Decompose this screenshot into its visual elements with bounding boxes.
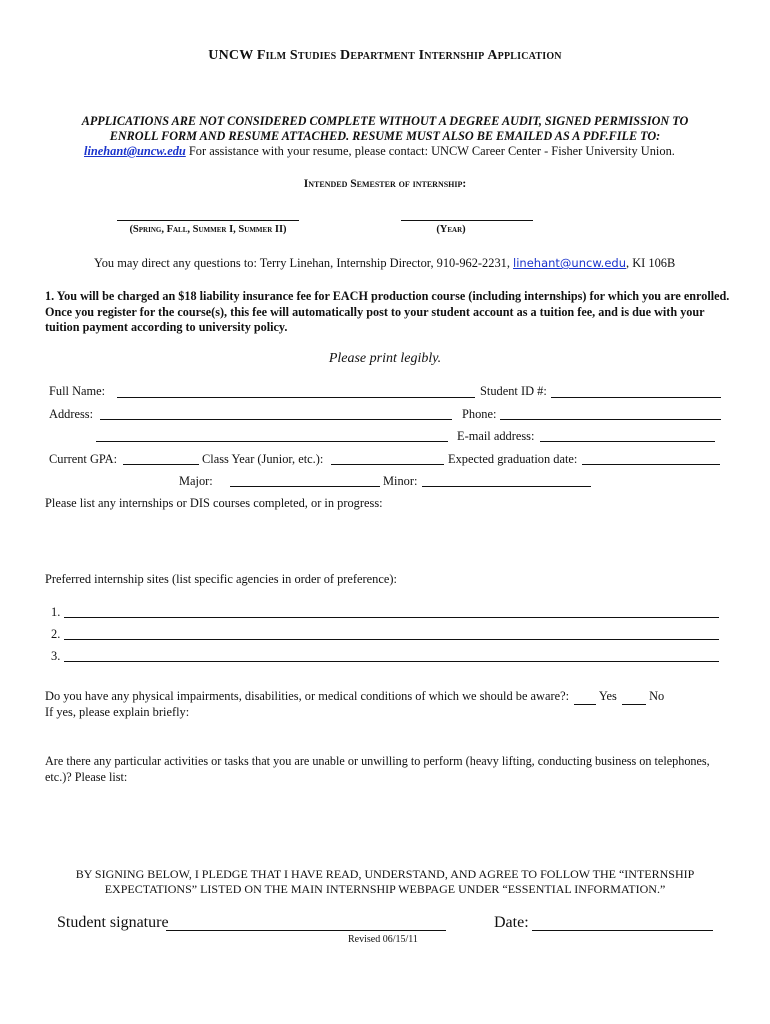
revised-date: Revised 06/15/11 bbox=[348, 934, 418, 945]
phone-field[interactable] bbox=[500, 419, 721, 420]
email-field[interactable] bbox=[540, 441, 715, 442]
activities-prompt: Are there any particular activities or tasks that you are unable or unwilling to perform (heavy lifting, conducting business on telephones, etc.)? Please list: bbox=[45, 754, 710, 784]
preferred-item-2-number: 2. bbox=[51, 627, 61, 641]
yes-blank[interactable] bbox=[574, 689, 596, 705]
impairments-line bbox=[45, 689, 664, 705]
fee-notice: 1. You will be charged an $18 liability insurance fee for EACH production course (including internships) for which you are enrolled. Once you register for the course(s), this fee will automatically post to your student account as a tuition fee, and is due with your tuition payment according to university policy. bbox=[45, 289, 730, 334]
preferred-item-3-field[interactable] bbox=[64, 661, 719, 662]
major-label: Major: bbox=[179, 474, 213, 488]
gpa-field[interactable] bbox=[123, 464, 199, 465]
gpa-label: Current GPA: bbox=[49, 452, 118, 466]
minor-field[interactable] bbox=[422, 486, 591, 487]
print-legibly: Please print legibly. bbox=[328, 351, 442, 366]
graduation-label: Expected graduation date: bbox=[448, 452, 578, 466]
no-label: No bbox=[649, 689, 665, 703]
questions-prefix: You may direct any questions to: Terry Linehan, Internship Director, 910-962-2231, bbox=[94, 256, 514, 270]
preferred-item-1-number: 1. bbox=[51, 605, 61, 619]
page-title: UNCW Film Studies Department Internship Application bbox=[208, 48, 562, 63]
student-id-label: Student ID #: bbox=[480, 384, 547, 398]
semester-hint: (Spring, Fall, Summer I, Summer II) bbox=[129, 224, 287, 235]
questions-email-link[interactable]: linehant@uncw.edu bbox=[513, 256, 627, 270]
date-field[interactable] bbox=[532, 930, 713, 931]
full-name-field[interactable] bbox=[117, 397, 475, 398]
notice-email-link[interactable]: linehant@uncw.edu bbox=[84, 144, 186, 158]
minor-label: Minor: bbox=[383, 474, 418, 488]
semester-blank[interactable] bbox=[117, 220, 299, 221]
pledge-line-1: BY SIGNING BELOW, I PLEDGE THAT I HAVE READ, UNDERSTAND, AND AGREE TO FOLLOW THE “INTERNSHIP bbox=[75, 867, 695, 881]
student-id-field[interactable] bbox=[551, 397, 721, 398]
impairments-prompt: Do you have any physical impairments, disabilities, or medical conditions of which we should be aware?: bbox=[45, 689, 570, 703]
questions-suffix: , KI 106B bbox=[626, 256, 676, 270]
address-line-2-field[interactable] bbox=[96, 441, 448, 442]
pledge-line-2: EXPECTATIONS” LISTED ON THE MAIN INTERNSHIP WEBPAGE UNDER “ESSENTIAL INFORMATION.” bbox=[104, 882, 666, 896]
signature-label: Student signature bbox=[57, 914, 169, 931]
notice-line-1: APPLICATIONS ARE NOT CONSIDERED COMPLETE WITHOUT A DEGREE AUDIT, SIGNED PERMISSION TO bbox=[81, 114, 689, 128]
year-blank[interactable] bbox=[401, 220, 533, 221]
major-field[interactable] bbox=[230, 486, 380, 487]
phone-label: Phone: bbox=[462, 407, 497, 421]
yes-label: Yes bbox=[598, 689, 617, 703]
class-year-label: Class Year (Junior, etc.): bbox=[202, 452, 324, 466]
email-label: E-mail address: bbox=[457, 429, 535, 443]
notice-assist-text: For assistance with your resume, please contact: UNCW Career Center - Fisher University Union. bbox=[185, 144, 675, 158]
address-field[interactable] bbox=[100, 419, 452, 420]
no-blank[interactable] bbox=[622, 689, 646, 705]
year-hint: (Year) bbox=[436, 224, 466, 235]
preferred-item-2-field[interactable] bbox=[64, 639, 719, 640]
semester-heading: Intended Semester of internship: bbox=[303, 178, 467, 190]
notice-line-3 bbox=[84, 144, 675, 159]
address-label: Address: bbox=[49, 407, 94, 421]
graduation-field[interactable] bbox=[582, 464, 720, 465]
class-year-field[interactable] bbox=[331, 464, 444, 465]
preferred-item-3-number: 3. bbox=[51, 649, 61, 663]
date-label: Date: bbox=[494, 914, 529, 931]
internships-prompt: Please list any internships or DIS courses completed, or in progress: bbox=[45, 496, 383, 510]
signature-field[interactable] bbox=[166, 930, 446, 931]
explain-prompt: If yes, please explain briefly: bbox=[45, 705, 190, 719]
full-name-label: Full Name: bbox=[49, 384, 106, 398]
preferred-item-1-field[interactable] bbox=[64, 617, 719, 618]
preferred-prompt: Preferred internship sites (list specific agencies in order of preference): bbox=[45, 572, 397, 586]
questions-line bbox=[94, 256, 675, 271]
notice-line-2: ENROLL FORM AND RESUME ATTACHED. RESUME MUST ALSO BE EMAILED AS A PDF.FILE TO: bbox=[109, 129, 661, 143]
